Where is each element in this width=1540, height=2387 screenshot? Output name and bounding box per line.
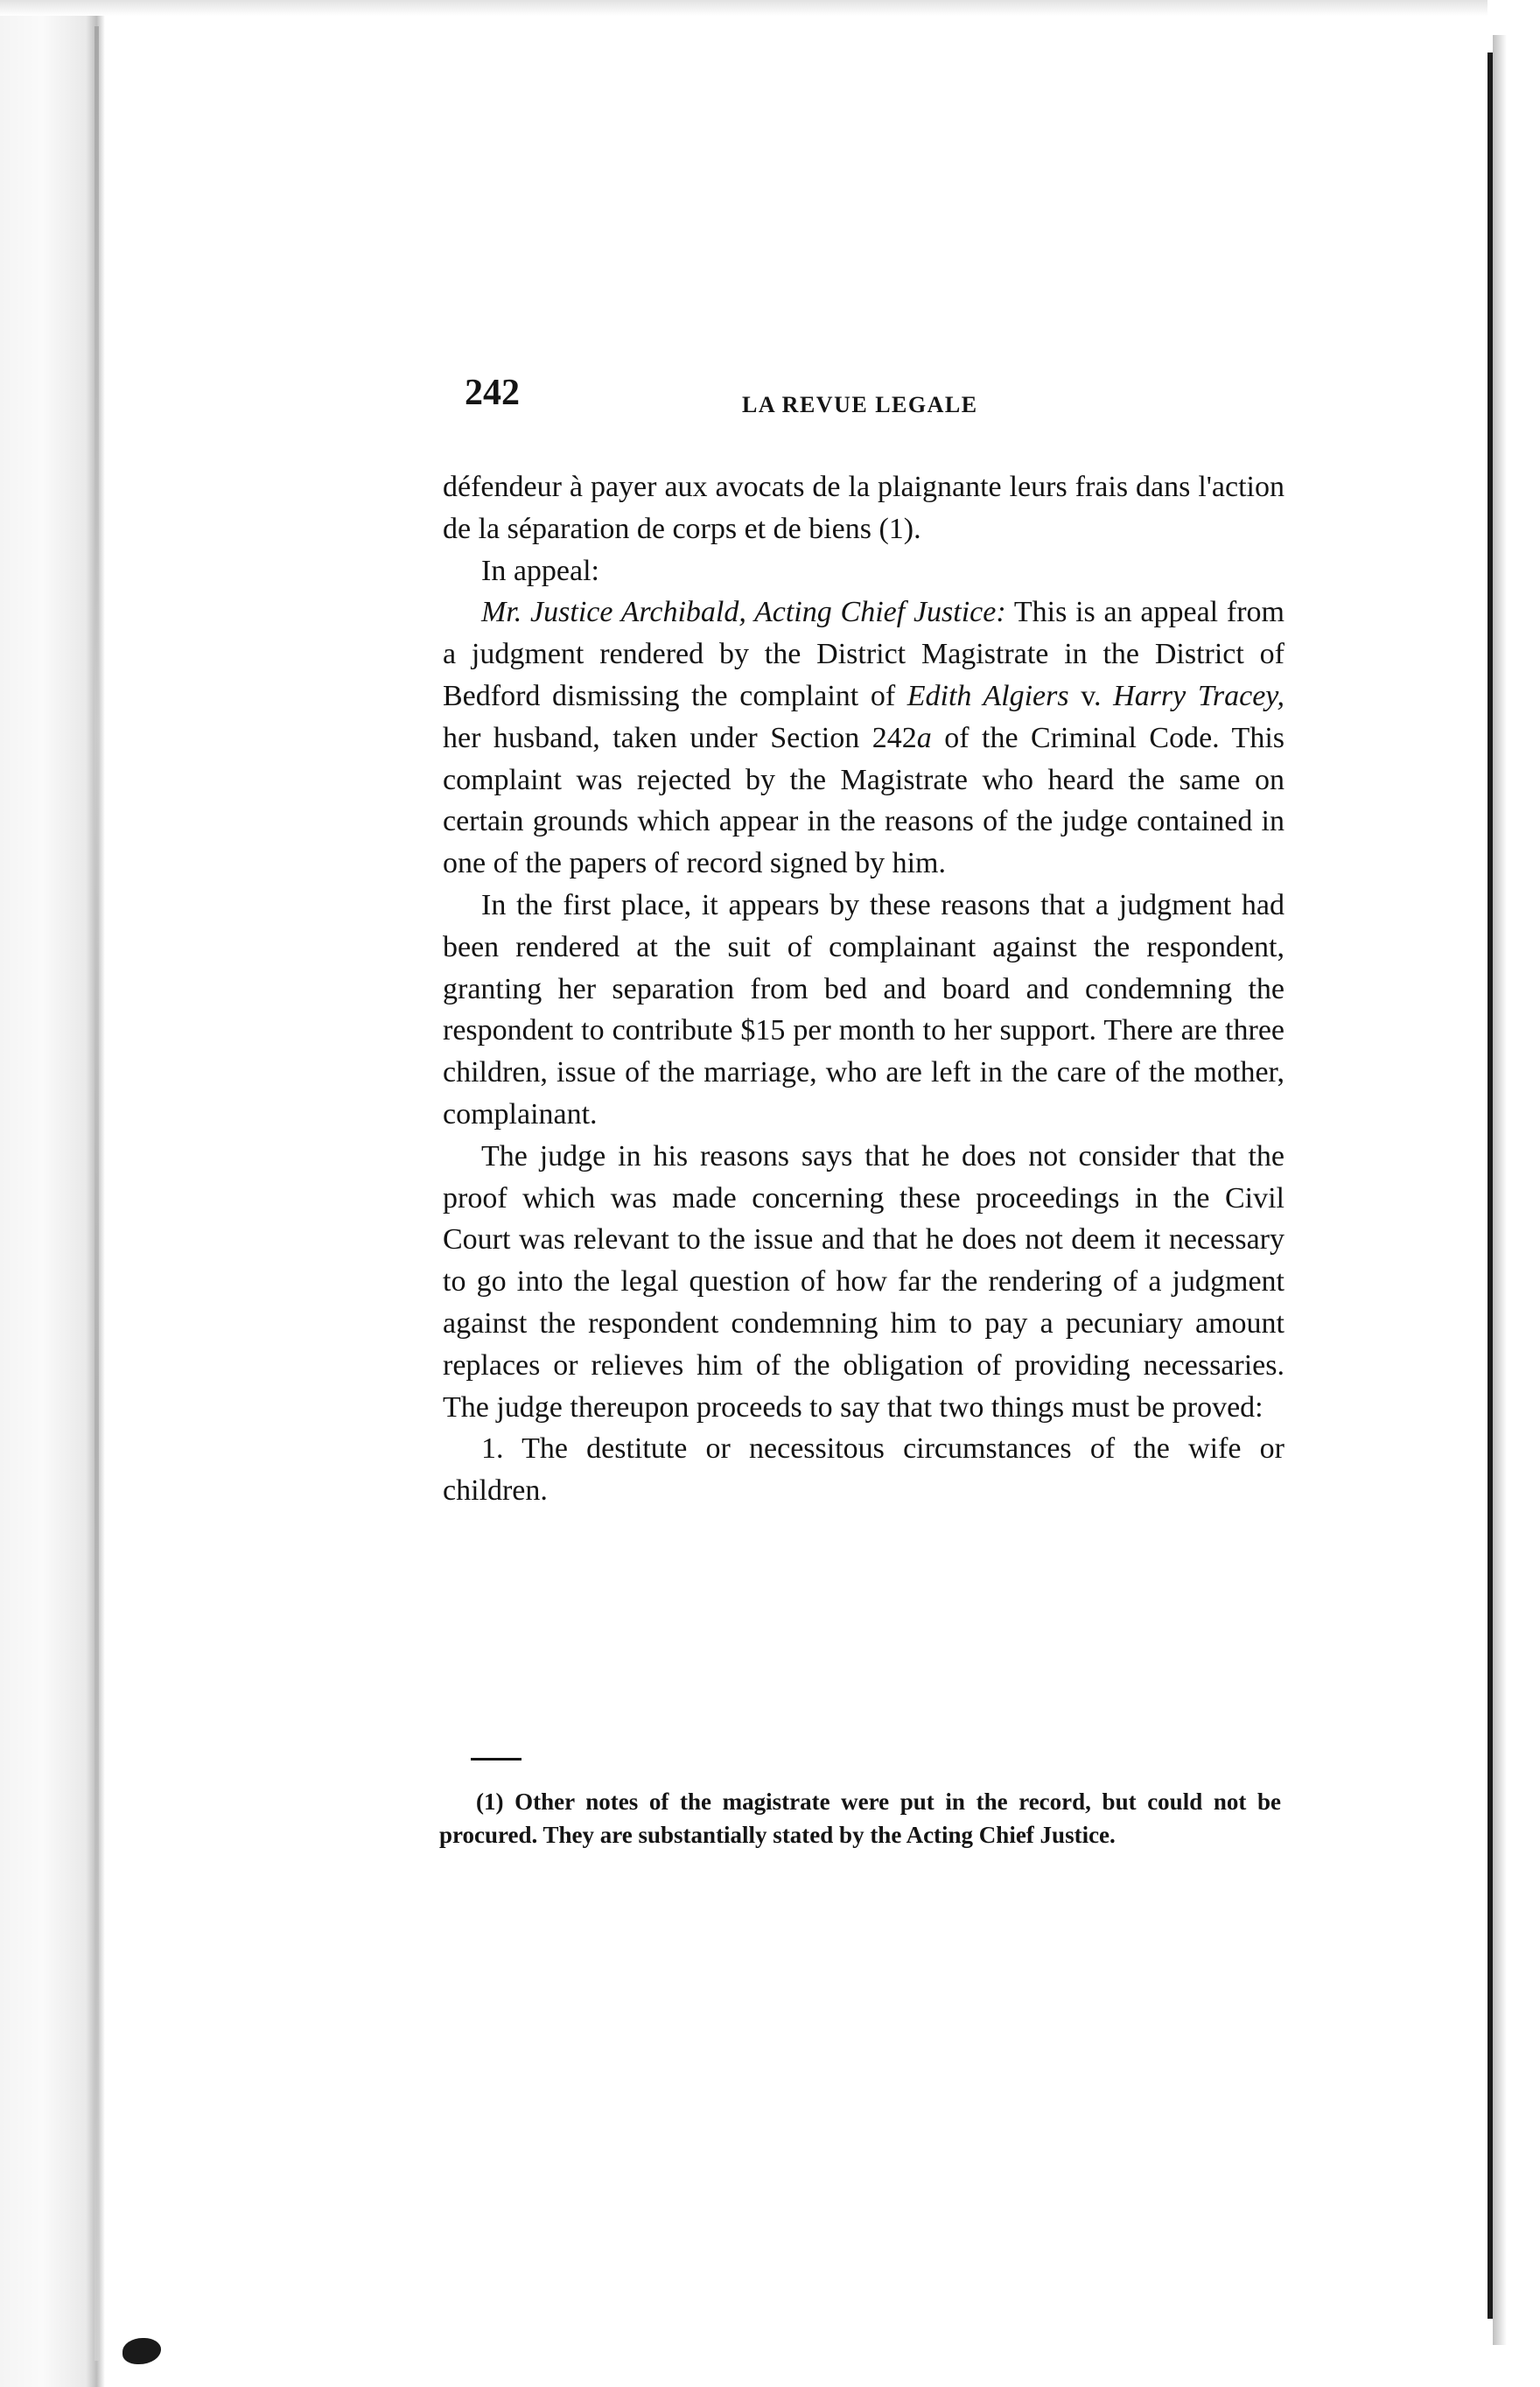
footnote-rule: [471, 1758, 522, 1760]
paragraph-judgment-intro: [443, 592, 1284, 885]
paragraph-judge-reasons: The judge in his reasons says that he does not consider that the proof which was made concerning these proceedings in the Civil Court was relevant to the issue and that he does not deem it necessary to go into the legal question of how far the rendering of a judgment against the respondent condemning him to pay a pecuniary amount replaces or relieves him of the obligation of providing necessaries. The judge thereupon proceeds to say that two things must be proved:: [443, 1139, 1284, 1424]
section-suffix: a: [916, 721, 932, 754]
footnote-1: (1) Other notes of the magistrate were put in the record, but could not be procured. They are substantially stated by the Acting Chief Justice.: [439, 1788, 1281, 1848]
paragraph-in-appeal: In appeal:: [481, 554, 599, 587]
ink-blot: [122, 2338, 161, 2364]
paragraph-continuation: défendeur à payer aux avocats de la plaignante leurs frais dans l'action de la séparation de corps et de biens (1).: [443, 471, 1284, 545]
scan-right-shadow: [1493, 35, 1507, 2345]
text-segment: v.: [1068, 679, 1114, 712]
scan-top-edge: [0, 0, 1540, 16]
scan-left-fold: [94, 26, 99, 2361]
scan-right-border: [1488, 52, 1493, 2319]
body-text: [443, 466, 1284, 1512]
scan-left-margin: [0, 0, 105, 2387]
case-party-1: Edith Algiers: [906, 679, 1069, 712]
page-number: 242: [465, 373, 520, 413]
paragraph-first-place: In the first place, it appears by these reasons that a judgment had been rendered at the suit of complainant against the respondent, granting her separation from bed and board and condemning the respondent to contribute $15 per month to her support. There are three children, issue of the marriage, who are left in the care of the mother, complainant.: [443, 888, 1284, 1130]
text-segment: of the Criminal Code. This complaint was rejected by the Magistrate who heard the same on certain grounds which appear in the reasons of the judge contained in one of the papers of record signed by him.: [443, 721, 1284, 880]
running-title: LA REVUE LEGALE: [742, 392, 978, 417]
numbered-point-1: 1. The destitute or necessitous circumstances of the wife or children.: [443, 1432, 1284, 1508]
text-segment: This is an appeal from a judgment rendered by the District Magistrate in the District of Bedford dismissing the complaint of: [443, 596, 1284, 712]
footnotes: [439, 1785, 1281, 1852]
judge-name: Mr. Justice Archibald, Acting Chief Justice:: [481, 596, 1006, 629]
text-segment: her husband, taken under Section 242: [443, 721, 917, 754]
case-party-2: Harry Tracey,: [1113, 679, 1285, 712]
